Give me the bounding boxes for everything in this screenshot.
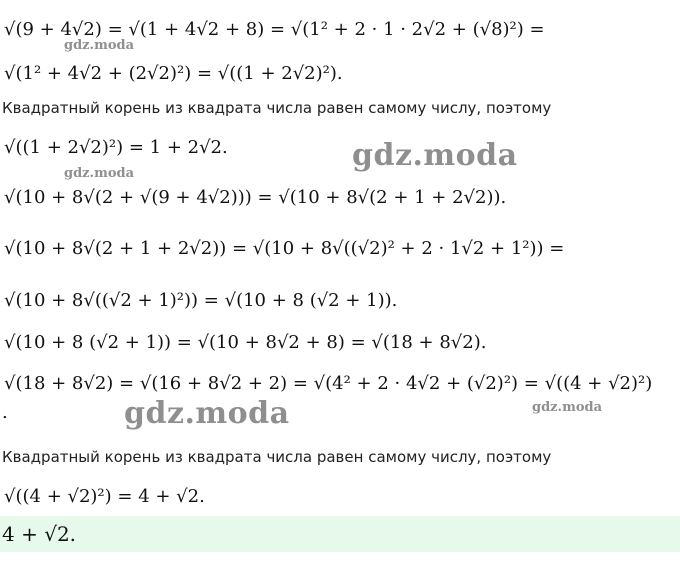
answer-highlight bbox=[0, 516, 680, 552]
watermark-logo: gdz.moda bbox=[64, 38, 135, 53]
answer-text: 4 + √2. bbox=[2, 522, 77, 546]
math-line-6: √(10 + 8√((√2 + 1)²)) = √(10 + 8 (√2 + 1)). bbox=[4, 290, 398, 311]
math-line-3: √((1 + 2√2)²) = 1 + 2√2. bbox=[4, 137, 228, 158]
math-line-4: √(10 + 8√(2 + √(9 + 4√2))) = √(10 + 8√(2 + 1 + 2√2)). bbox=[4, 187, 507, 208]
math-line-1: √(9 + 4√2) = √(1 + 4√2 + 8) = √(1² + 2 · 1 · 2√2 + (√8)²) = bbox=[4, 19, 545, 40]
watermark-logo: gdz.moda bbox=[124, 396, 290, 431]
math-line-8: √(18 + 8√2) = √(16 + 8√2 + 2) = √(4² + 2 · 4√2 + (√2)²) = √((4 + √2)²) bbox=[4, 373, 653, 394]
math-line-10: √((4 + √2)²) = 4 + √2. bbox=[4, 486, 205, 507]
watermark-logo: gdz.moda bbox=[532, 400, 603, 415]
explanation-text-1: Квадратный корень из квадрата числа равен самому числу, поэтому bbox=[2, 99, 552, 117]
math-line-2: √(1² + 4√2 + (2√2)²) = √((1 + 2√2)²). bbox=[4, 63, 343, 84]
math-line-9: . bbox=[2, 402, 8, 423]
watermark-logo: gdz.moda bbox=[352, 138, 518, 173]
math-line-5: √(10 + 8√(2 + 1 + 2√2)) = √(10 + 8√((√2)² + 2 · 1√2 + 1²)) = bbox=[4, 238, 565, 259]
math-line-7: √(10 + 8 (√2 + 1)) = √(10 + 8√2 + 8) = √(18 + 8√2). bbox=[4, 332, 487, 353]
watermark-logo: gdz.moda bbox=[64, 166, 135, 181]
explanation-text-2: Квадратный корень из квадрата числа равен самому числу, поэтому bbox=[2, 448, 552, 466]
